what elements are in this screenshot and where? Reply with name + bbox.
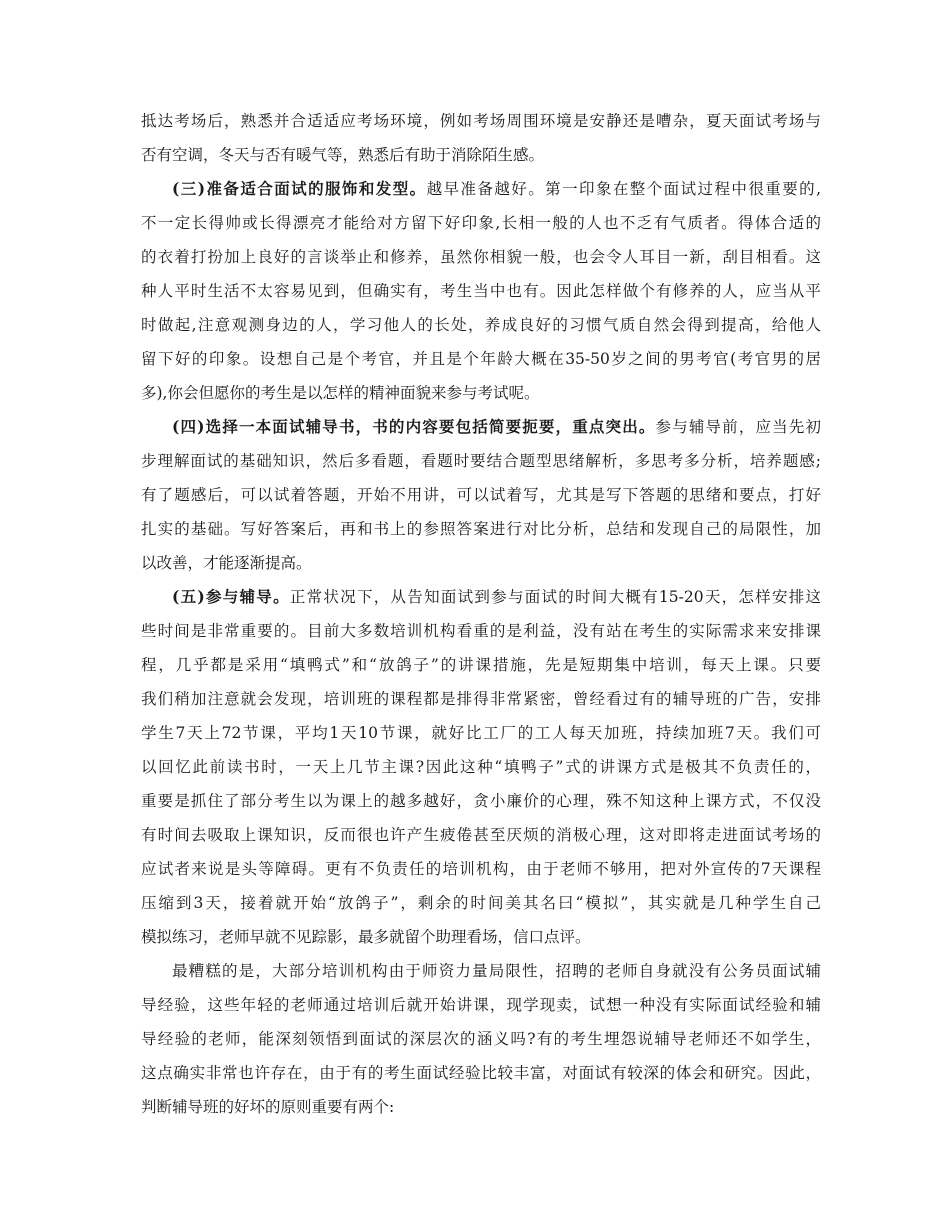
- text-line: [141, 172, 821, 206]
- line-text: 模拟练习，老师早就不见踪影，最多就留个助理看场，信口点评。: [141, 928, 591, 946]
- line-text: 程，几乎都是采用“填鸭式”和“放鸽子”的讲课措施，先是短期集中培训，每天上课。只要: [141, 656, 821, 674]
- line-text: 有了题感后，可以试着答题，开始不用讲，可以试着写，尤其是写下答题的思绪和要点，打好: [141, 486, 821, 504]
- line-text: 的衣着打扮加上良好的言谈举止和修养，虽然你相貌一般，也会令人耳目一新，刮目相看。这: [141, 248, 821, 266]
- line-text: 越早准备越好。第一印象在整个面试过程中很重要的,: [426, 180, 821, 198]
- line-text: 压缩到3天，接着就开始“放鸽子”，剩余的时间美其名曰“模拟”，其实就是几种学生自己: [141, 894, 821, 912]
- paragraph: [141, 954, 821, 1124]
- line-text: 判断辅导班的好坏的原则重要有两个:: [141, 1098, 395, 1116]
- text-line: [141, 104, 821, 138]
- text-line: [141, 682, 821, 716]
- text-line: [141, 410, 821, 444]
- line-text: 步理解面试的基础知识，然后多看题，看题时要结合题型思绪解析，多思考多分析，培养题感;: [141, 452, 821, 470]
- text-line: [141, 614, 821, 648]
- text-line: [141, 342, 821, 376]
- line-text: 以回忆此前读书时，一天上几节主课?因此这种“填鸭子”式的讲课方式是极其不负责任的，: [141, 758, 821, 776]
- line-text: 重要是抓住了部分考生以为课上的越多越好，贪小廉价的心理，殊不知这种上课方式，不仅没: [141, 792, 821, 810]
- line-text: 多),你会但愿你的考生是以怎样的精神面貌来参与考试呢。: [141, 384, 540, 402]
- bold-heading: (五)参与辅导。: [172, 587, 290, 606]
- text-line: [141, 444, 821, 478]
- text-line: [141, 1090, 821, 1124]
- text-line: [141, 1022, 821, 1056]
- text-line: [141, 376, 821, 410]
- line-text: 正常状况下，从告知面试到参与面试的时间大概有15-20天，怎样安排这: [289, 588, 821, 606]
- text-line: [141, 274, 821, 308]
- line-text: 学生7天上72节课，平均1天10节课，就好比工厂的工人每天加班，持续加班7天。我们可: [141, 724, 821, 742]
- text-line: [141, 308, 821, 342]
- line-text: 这点确实非常也许存在，由于有的考生面试经验比较丰富，对面试有较深的体会和研究。因此，: [141, 1064, 821, 1082]
- document-body: [141, 104, 821, 1124]
- line-text: 扎实的基础。写好答案后，再和书上的参照答案进行对比分析，总结和发现自己的局限性，加: [141, 520, 821, 538]
- line-text: 参与辅导前，应当先初: [655, 418, 821, 436]
- line-text: 最糟糕的是，大部分培训机构由于师资力量局限性，招聘的老师自身就没有公务员面试辅: [172, 962, 821, 980]
- text-line: [141, 138, 821, 172]
- text-line: [141, 206, 821, 240]
- text-line: [141, 648, 821, 682]
- text-line: [141, 240, 821, 274]
- line-text: 应试者来说是头等障碍。更有不负责任的培训机构，由于老师不够用，把对外宣传的7天课程: [141, 860, 821, 878]
- line-text: 导经验的老师，能深刻领悟到面试的深层次的涵义吗?有的考生埋怨说辅导老师还不如学生，: [141, 1030, 821, 1048]
- line-text: 导经验，这些年轻的老师通过培训后就开始讲课，现学现卖，试想一种没有实际面试经验和辅: [141, 996, 821, 1014]
- line-text: 时做起,注意观测身边的人，学习他人的长处，养成良好的习惯气质自然会得到提高，给他人: [141, 316, 821, 334]
- text-line: [141, 478, 821, 512]
- paragraph: [141, 172, 821, 410]
- line-text: 以改善，才能逐渐提高。: [141, 554, 312, 572]
- text-line: [141, 512, 821, 546]
- text-line: [141, 1056, 821, 1090]
- text-line: [141, 716, 821, 750]
- paragraph: [141, 104, 821, 172]
- line-text: 否有空调，冬天与否有暖气等，熟悉后有助于消除陌生感。: [141, 146, 545, 164]
- text-line: [141, 988, 821, 1022]
- line-text: 有时间去吸取上课知识，反而很也许产生疲倦甚至厌烦的消极心理，这对即将走进面试考场的: [141, 826, 821, 844]
- paragraph: [141, 580, 821, 954]
- text-line: [141, 886, 821, 920]
- line-text: 些时间是非常重要的。目前大多数培训机构看重的是利益，没有站在考生的实际需求来安排课: [141, 622, 821, 640]
- bold-heading: (四)选择一本面试辅导书，书的内容要包括简要扼要，重点突出。: [172, 417, 656, 436]
- paragraph: [141, 410, 821, 580]
- text-line: [141, 546, 821, 580]
- line-text: 留下好的印象。设想自己是个考官，并且是个年龄大概在35-50岁之间的男考官(考官男的居: [141, 350, 821, 368]
- bold-heading: (三)准备适合面试的服饰和发型。: [172, 179, 427, 198]
- text-line: [141, 580, 821, 614]
- text-line: [141, 920, 821, 954]
- text-line: [141, 784, 821, 818]
- line-text: 种人平时生活不太容易见到，但确实有，考生当中也有。因此怎样做个有修养的人，应当从平: [141, 282, 821, 300]
- line-text: 我们稍加注意就会发现，培训班的课程都是排得非常紧密，曾经看过有的辅导班的广告，安排: [141, 690, 821, 708]
- text-line: [141, 852, 821, 886]
- text-line: [141, 750, 821, 784]
- line-text: 不一定长得帅或长得漂亮才能给对方留下好印象,长相一般的人也不乏有气质者。得体合适的: [141, 214, 821, 232]
- line-text: 抵达考场后，熟悉并合适适应考场环境，例如考场周围环境是安静还是嘈杂，夏天面试考场与: [141, 112, 821, 130]
- text-line: [141, 954, 821, 988]
- text-line: [141, 818, 821, 852]
